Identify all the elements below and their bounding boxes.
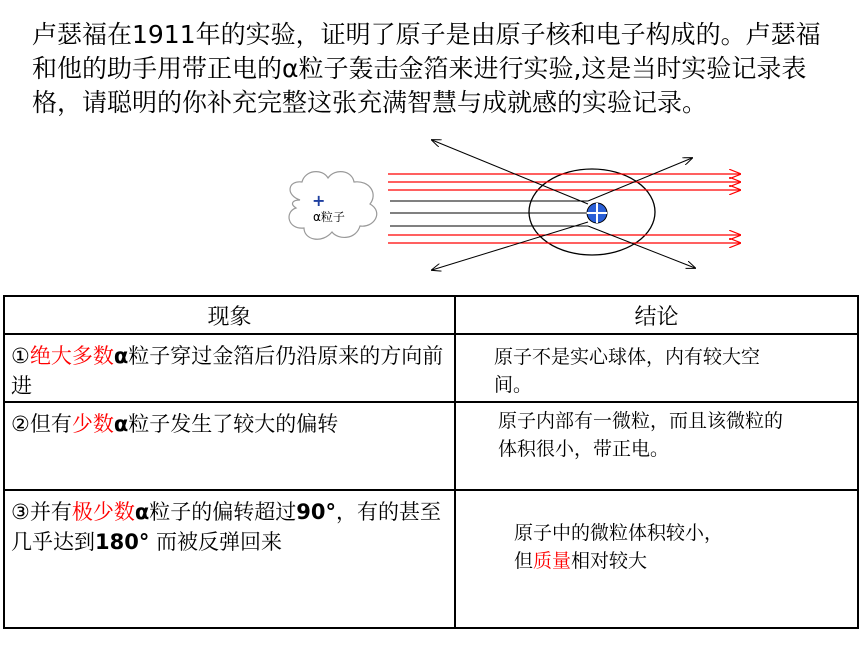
alpha-source-label: α粒子 [313, 210, 345, 224]
conclusion-cell-1: 原子不是实心球体，内有较大空间。 [455, 334, 858, 402]
header-conclusion: 结论 [455, 296, 858, 334]
incident-rays [390, 201, 588, 226]
table-header-row [4, 296, 858, 334]
experiment-record-table [3, 295, 859, 629]
phenomenon-cell-1: ①绝大多数α粒子穿过金箔后仍沿原来的方向前进 [4, 334, 455, 402]
conclusion-cell-2: 原子内部有一微粒，而且该微粒的体积很小，带正电。 [455, 402, 858, 490]
undeflected-rays [388, 174, 740, 243]
phenomenon-cell-2: ②但有少数α粒子发生了较大的偏转 [4, 402, 455, 490]
alpha-scattering-diagram [0, 0, 860, 290]
table-row [4, 490, 858, 628]
table-row [4, 402, 858, 490]
alpha-source-cloud [289, 172, 377, 240]
intro-paragraph: 卢瑟福在1911年的实验，证明了原子是由原子核和电子构成的。卢瑟福和他的助手用带正电的α粒子轰击金箔来进行实验,这是当时实验记录表格，请聪明的你补充完整这张充满智慧与成就感的实验记录。 [32, 20, 821, 117]
header-phenomenon: 现象 [4, 296, 455, 334]
plus-sign: + [312, 191, 326, 210]
conclusion-cell-3: 原子中的微粒体积较小， 但质量相对较大 [455, 490, 858, 628]
phenomenon-cell-3: ③并有极少数α粒子的偏转超过90°，有的甚至几乎达到180° 而被反弹回来 [4, 490, 455, 628]
table-row [4, 334, 858, 402]
